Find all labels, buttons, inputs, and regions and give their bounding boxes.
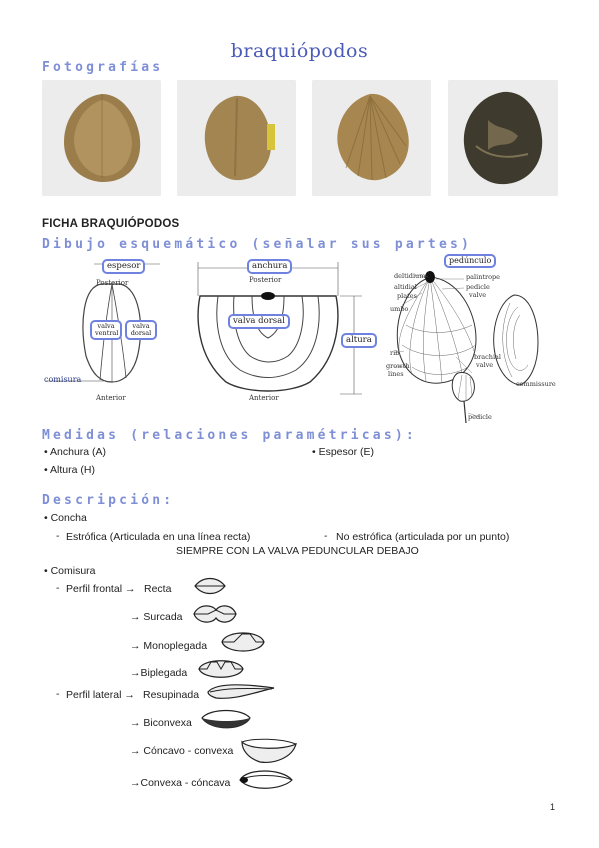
label-palintrope: palintrope (466, 273, 501, 281)
shape-convexa-concava (238, 766, 294, 798)
label-lines: lines (388, 370, 404, 378)
label-monoplegada: → Monoplegada (130, 640, 208, 652)
section-fotografias: Fotografías (42, 60, 164, 75)
label-convexa-concava: →Convexa - cóncava (130, 777, 231, 789)
label-resupinada: Resupinada (143, 689, 200, 701)
dash-icon: - (56, 530, 60, 542)
medida-anchura: • Anchura (A) (44, 446, 107, 458)
label-growth: growth (386, 362, 410, 370)
shape-concavo-convexa (240, 736, 298, 768)
label-espesor: espesor (102, 259, 145, 274)
label-brachial-valve: valve (476, 361, 494, 369)
label-pedicle: pedicle (468, 413, 492, 421)
label-perfil-lateral: Perfil lateral → (66, 689, 135, 701)
section-descripcion: Descripción: (42, 493, 175, 508)
label-pedicle-valve-1: pedicle (466, 283, 490, 291)
label-valva-dorsal-2: valva dorsal (228, 314, 290, 329)
label-plates: plates (397, 292, 417, 300)
item-concha: • Concha (44, 512, 87, 524)
item-no-estrofica: No estrófica (articulada por un punto) (336, 531, 510, 543)
label-comisura: comisura (44, 375, 82, 384)
label-commissure: commissure (516, 380, 556, 388)
label-altidial: altidial (394, 283, 417, 291)
label-anchura: anchura (247, 259, 292, 274)
medida-altura: • Altura (H) (44, 464, 95, 476)
shape-resupinada (206, 680, 276, 706)
label-anterior-1: Anterior (96, 394, 126, 402)
section-dibujo: Dibujo esquemático (señalar sus partes) (42, 237, 473, 252)
page-number: 1 (549, 802, 555, 812)
section-medidas: Medidas (relaciones paramétricas): (42, 428, 417, 443)
label-rib: rib (390, 349, 400, 357)
medida-espesor: • Espesor (E) (312, 446, 375, 458)
label-pedicle-valve-2: valve (469, 291, 487, 299)
label-deltidium: deltidium (394, 272, 426, 280)
shape-surcada (192, 602, 238, 630)
label-concavo-convexa: → Cóncavo - convexa (130, 745, 234, 757)
label-biplegada: →Biplegada (130, 667, 188, 679)
photo-brachiopod-3 (312, 80, 431, 196)
photo-brachiopod-1 (42, 80, 161, 196)
photo-brachiopod-4 (448, 80, 558, 196)
photo-brachiopod-2 (177, 80, 296, 196)
dash-icon: - (324, 530, 328, 542)
note-siempre: SIEMPRE CON LA VALVA PEDUNCULAR DEBAJO (176, 545, 419, 557)
page-title: braquiópodos (230, 40, 369, 62)
item-comisura: • Comisura (44, 565, 96, 577)
label-valva-ventral: valva ventral (90, 320, 122, 340)
label-brachial: brachial (474, 353, 502, 361)
label-pedunculo: pedúnculo (444, 254, 496, 268)
label-altura: altura (341, 333, 377, 348)
shape-recta (193, 574, 227, 602)
label-umbo: umbo (390, 305, 409, 313)
shape-biconvexa (200, 706, 252, 738)
ficha-heading: FICHA BRAQUIÓPODOS (42, 218, 180, 230)
label-surcada: → Surcada (130, 611, 183, 623)
label-posterior-2: Posterior (249, 276, 282, 284)
dash-icon: - (56, 582, 60, 594)
label-perfil-frontal: Perfil frontal → (66, 583, 136, 595)
item-estrofica: Estrófica (Articulada en una línea recta) (66, 531, 251, 543)
label-biconvexa: → Biconvexa (130, 717, 192, 729)
label-recta: Recta (144, 583, 172, 595)
label-anterior-2: Anterior (249, 394, 279, 402)
label-posterior-1: Posterior (96, 279, 129, 287)
dash-icon: - (56, 688, 60, 700)
label-valva-dorsal-1: valva dorsal (125, 320, 157, 340)
